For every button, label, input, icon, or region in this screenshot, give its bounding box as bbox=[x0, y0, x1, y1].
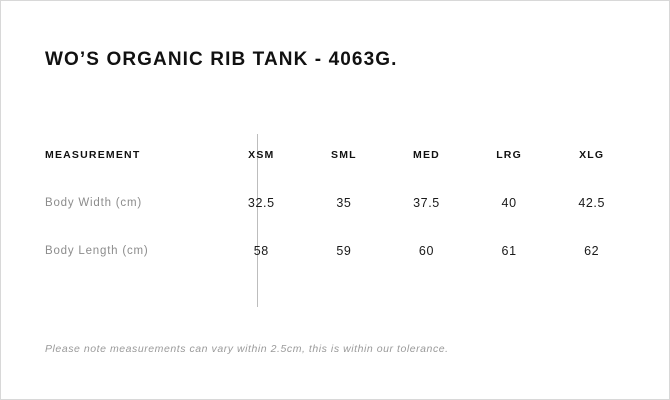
column-header-xlg: XLG bbox=[579, 149, 605, 161]
content-container bbox=[45, 1, 633, 399]
column-header-lrg: LRG bbox=[496, 149, 522, 161]
cell-body-width-lrg: 40 bbox=[501, 196, 517, 210]
column-header-measurement: MEASUREMENT bbox=[45, 149, 141, 161]
table-row bbox=[45, 179, 633, 227]
size-table-container bbox=[45, 131, 633, 275]
page-title: WO’S ORGANIC RIB TANK - 4063G. bbox=[45, 49, 398, 70]
tolerance-note: Please note measurements can vary within 2.5cm, this is within our tolerance. bbox=[45, 343, 449, 355]
table-header-row bbox=[45, 131, 633, 179]
column-header-med: MED bbox=[413, 149, 440, 161]
size-table bbox=[45, 131, 633, 275]
cell-body-length-xsm: 58 bbox=[253, 244, 269, 258]
row-label-body-length: Body Length (cm) bbox=[45, 245, 149, 257]
cell-body-width-xsm: 32.5 bbox=[247, 196, 275, 210]
column-header-sml: SML bbox=[331, 149, 357, 161]
cell-body-width-xlg: 42.5 bbox=[578, 196, 606, 210]
cell-body-length-xlg: 62 bbox=[584, 244, 600, 258]
cell-body-width-med: 37.5 bbox=[413, 196, 440, 210]
table-row bbox=[45, 227, 633, 275]
cell-body-width-sml: 35 bbox=[336, 196, 352, 210]
row-label-body-width: Body Width (cm) bbox=[45, 197, 142, 209]
cell-body-length-lrg: 61 bbox=[501, 244, 517, 258]
cell-body-length-sml: 59 bbox=[336, 244, 352, 258]
cell-body-length-med: 60 bbox=[418, 244, 435, 258]
column-header-xsm: XSM bbox=[248, 149, 275, 161]
